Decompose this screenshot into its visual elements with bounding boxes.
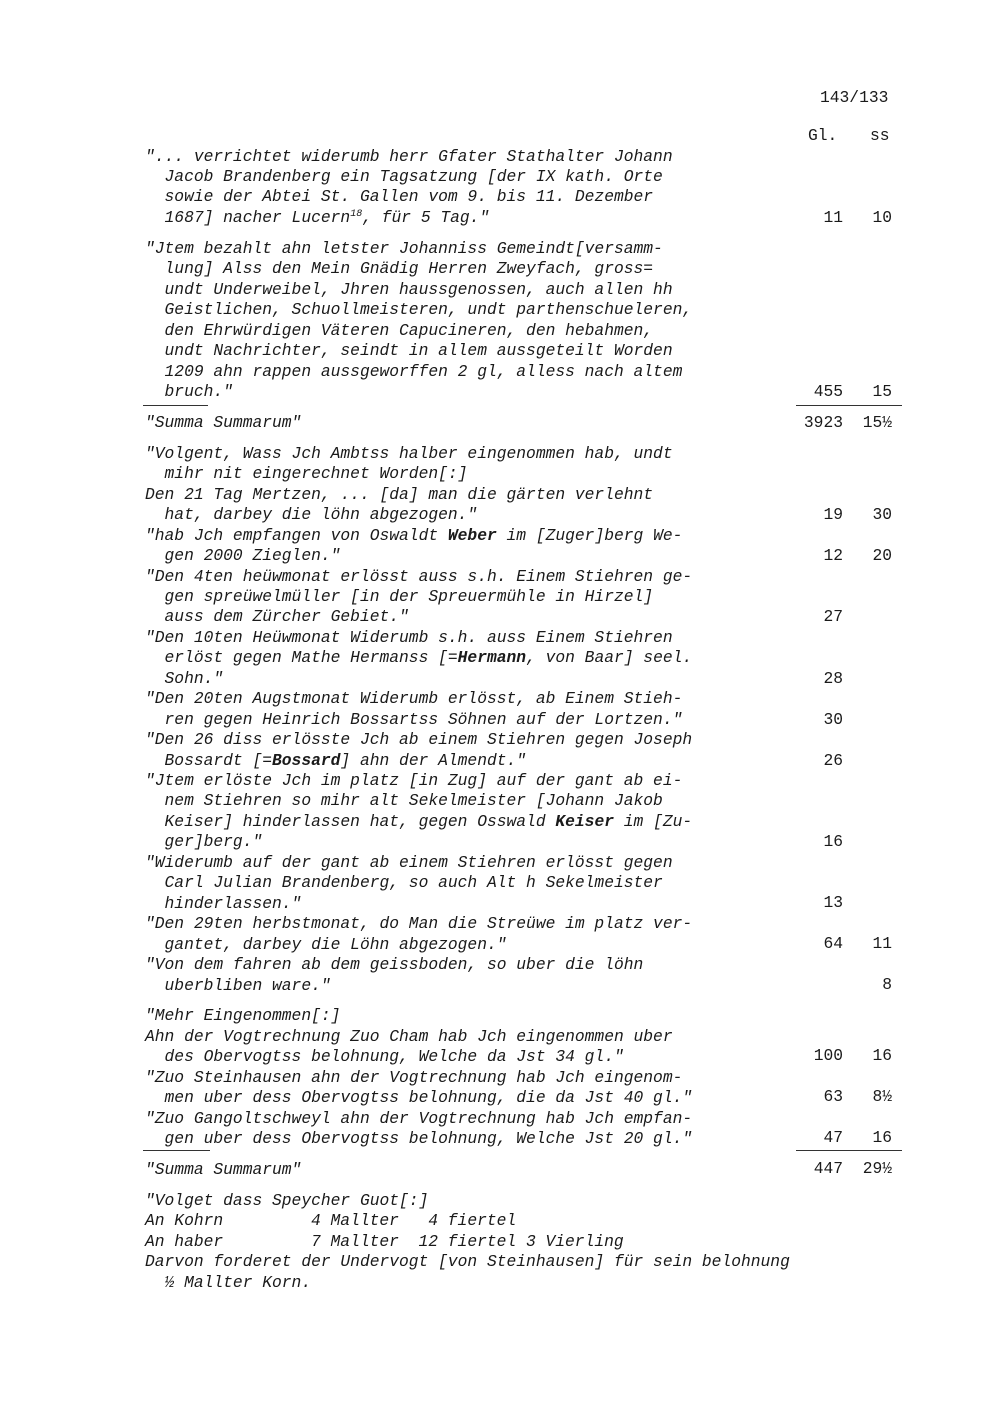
amount-gl: 27 (823, 607, 843, 626)
income-line: "Den 20ten Augstmonat Widerumb erlösst, ab Einem Stieh- (145, 689, 683, 708)
speicher-kohrn-value: 4 Mallter 4 fiertel (311, 1211, 517, 1230)
entry-line (145, 208, 489, 228)
summa-gl: 447 (813, 1159, 843, 1178)
income-line-text: Bossardt [= (145, 751, 273, 770)
income-line: "Den 4ten heüwmonat erlösst auss s.h. Einem Stiehren ge- (145, 567, 693, 586)
page-number: 143/133 (820, 88, 889, 107)
entry-line: undt Nachrichter, seindt in allem aussgeteilt Worden (145, 341, 673, 360)
mehr-line: "Zuo Gangoltschweyl ahn der Vogtrechnung hab Jch empfan- (145, 1109, 693, 1128)
income-line: auss dem Zürcher Gebiet." (145, 607, 409, 626)
income-line: gen spreüwelmüller [in der Spreuermühle in Hirzel] (145, 587, 654, 606)
section-heading: "Volget dass Speycher Guot[:] (145, 1191, 429, 1210)
income-intro-line: "Volgent, Wass Jch Ambtss halber eingenommen hab, undt (145, 444, 673, 463)
amount-ss: 16 (872, 1046, 892, 1065)
rule-above-summa (143, 1150, 210, 1151)
amount-gl: 12 (823, 546, 843, 565)
amount-gl: 64 (823, 934, 843, 953)
summa-label: "Summa Summarum" (145, 1160, 302, 1179)
entry-line: 1209 ahn rappen aussgeworffen 2 gl, alless nach altem (145, 362, 683, 381)
amount-ss: 15 (872, 382, 892, 401)
speicher-kohrn-label: An Kohrn (145, 1211, 224, 1230)
mehr-line: gen uber dess Obervogtss belohnung, Welche Jst 20 gl." (145, 1129, 693, 1148)
income-line: gen 2000 Zieglen." (145, 546, 341, 565)
entry-line: "Jtem bezahlt ahn letster Johanniss Gemeindt[versamm- (145, 239, 663, 258)
amount-gl: 100 (813, 1046, 843, 1065)
amount-gl: 63 (823, 1087, 843, 1106)
income-line (145, 526, 682, 546)
entry-line: Geistlichen, Schuollmeisteren, undt parthenschueleren, (145, 300, 693, 319)
income-line: uberbliben ware." (145, 976, 331, 995)
person-name: Hermann (457, 648, 527, 667)
section-heading: "Mehr Eingenommen[:] (145, 1006, 341, 1025)
entry-line: den Ehrwürdigen Väteren Capucineren, den hebahmen, (145, 321, 654, 340)
mehr-line: men uber dess Obervogtss belohnung, die da Jst 40 gl." (145, 1088, 693, 1107)
amount-ss: 16 (872, 1128, 892, 1147)
income-intro-line: mihr nit eingerechnet Worden[:] (145, 464, 468, 483)
entry-line: lung] Alss den Mein Gnädig Herren Zweyfach, gross= (145, 259, 654, 278)
entry-line: undt Underweibel, Jhren haussgenossen, auch allen hh (145, 280, 673, 299)
amount-gl: 28 (823, 669, 843, 688)
amount-ss: 8 (882, 975, 892, 994)
income-line: "Den 26 diss erlösste Jch ab einem Stiehren gegen Joseph (145, 730, 693, 749)
person-name: Bossard (272, 751, 341, 770)
income-line-text: , von Baar] seel. (526, 648, 693, 667)
income-line: gantet, darbey die Löhn abgezogen." (145, 935, 507, 954)
income-line: Den 21 Tag Mertzen, ... [da] man die gärten verlehnt (145, 485, 654, 504)
column-header-ss: ss (870, 126, 890, 145)
amount-gl: 30 (823, 710, 843, 729)
rule-above-summa-amounts (796, 1150, 902, 1151)
amount-ss: 20 (872, 546, 892, 565)
amount-gl: 47 (823, 1128, 843, 1147)
entry-line: bruch." (145, 382, 233, 401)
income-line: hinderlassen." (145, 894, 302, 913)
summa-ss: 29½ (862, 1159, 892, 1178)
income-line (145, 812, 692, 832)
income-line-text: "hab Jch empfangen von Oswaldt (145, 526, 448, 545)
entry-line-text: , für 5 Tag." (362, 208, 490, 227)
income-line-text: erlöst gegen Mathe Hermanss [= (145, 648, 458, 667)
speicher-haber-value: 7 Mallter 12 fiertel 3 Vierling (311, 1232, 624, 1251)
income-line: ren gegen Heinrich Bossartss Söhnen auf der Lortzen." (145, 710, 683, 729)
speicher-note: ½ Mallter Korn. (145, 1273, 312, 1292)
mehr-line: Ahn der Vogtrechnung Zuo Cham hab Jch eingenommen uber (145, 1027, 673, 1046)
amount-ss: 8½ (872, 1087, 892, 1106)
speicher-haber-label: An haber (145, 1232, 224, 1251)
income-line-text: ] ahn der Almendt." (340, 751, 527, 770)
amount-gl: 11 (823, 208, 843, 227)
amount-ss: 11 (872, 934, 892, 953)
amount-ss: 10 (872, 208, 892, 227)
summa-label: "Summa Summarum" (145, 413, 302, 432)
income-line: "Jtem erlöste Jch im platz [in Zug] auf der gant ab ei- (145, 771, 683, 790)
income-line-text: im [Zuger]berg We- (496, 526, 683, 545)
amount-gl: 26 (823, 751, 843, 770)
income-line-text: im [Zu- (613, 812, 693, 831)
mehr-line: "Zuo Steinhausen ahn der Vogtrechnung hab Jch eingenom- (145, 1068, 683, 1087)
income-line: "Widerumb auf der gant ab einem Stiehren erlösst gegen (145, 853, 673, 872)
entry-line: sowie der Abtei St. Gallen vom 9. bis 11. Dezember (145, 187, 654, 206)
income-line: "Von dem fahren ab dem geissboden, so uber die löhn (145, 955, 644, 974)
column-header-gl: Gl. (808, 126, 838, 145)
amount-gl: 455 (813, 382, 843, 401)
mehr-line: des Obervogtss belohnung, Welche da Jst 34 gl." (145, 1047, 624, 1066)
income-line: Sohn." (145, 669, 224, 688)
amount-gl: 13 (823, 893, 843, 912)
income-line: hat, darbey die löhn abgezogen." (145, 505, 478, 524)
rule-above-summa-amounts (796, 405, 902, 406)
income-line: nem Stiehren so mihr alt Sekelmeister [Johann Jakob (145, 791, 663, 810)
rule-above-summa (143, 405, 208, 406)
summa-gl: 3923 (803, 413, 843, 432)
amount-gl: 16 (823, 832, 843, 851)
income-line: Carl Julian Brandenberg, so auch Alt h Sekelmeister (145, 873, 663, 892)
speicher-note: Darvon forderet der Undervogt [von Steinhausen] für sein belohnung (145, 1252, 790, 1271)
entry-line-text: 1687] nacher Lucern (145, 208, 351, 227)
income-line-text: Keiser] hinderlassen hat, gegen Osswald (145, 812, 556, 831)
entry-line: Jacob Brandenberg ein Tagsatzung [der IX kath. Orte (145, 167, 663, 186)
person-name: Keiser (555, 812, 614, 831)
footnote-marker: 18 (350, 209, 363, 220)
amount-ss: 30 (872, 505, 892, 524)
entry-line: "... verrichtet widerumb herr Gfater Stathalter Johann (145, 147, 673, 166)
income-line: "Den 10ten Heüwmonat Widerumb s.h. auss Einem Stiehren (145, 628, 673, 647)
amount-gl: 19 (823, 505, 843, 524)
income-line: "Den 29ten herbstmonat, do Man die Streüwe im platz ver- (145, 914, 693, 933)
income-line (145, 648, 692, 668)
person-name: Weber (447, 526, 497, 545)
income-line (145, 751, 526, 771)
summa-ss: 15½ (862, 413, 892, 432)
income-line: ger]berg." (145, 832, 263, 851)
